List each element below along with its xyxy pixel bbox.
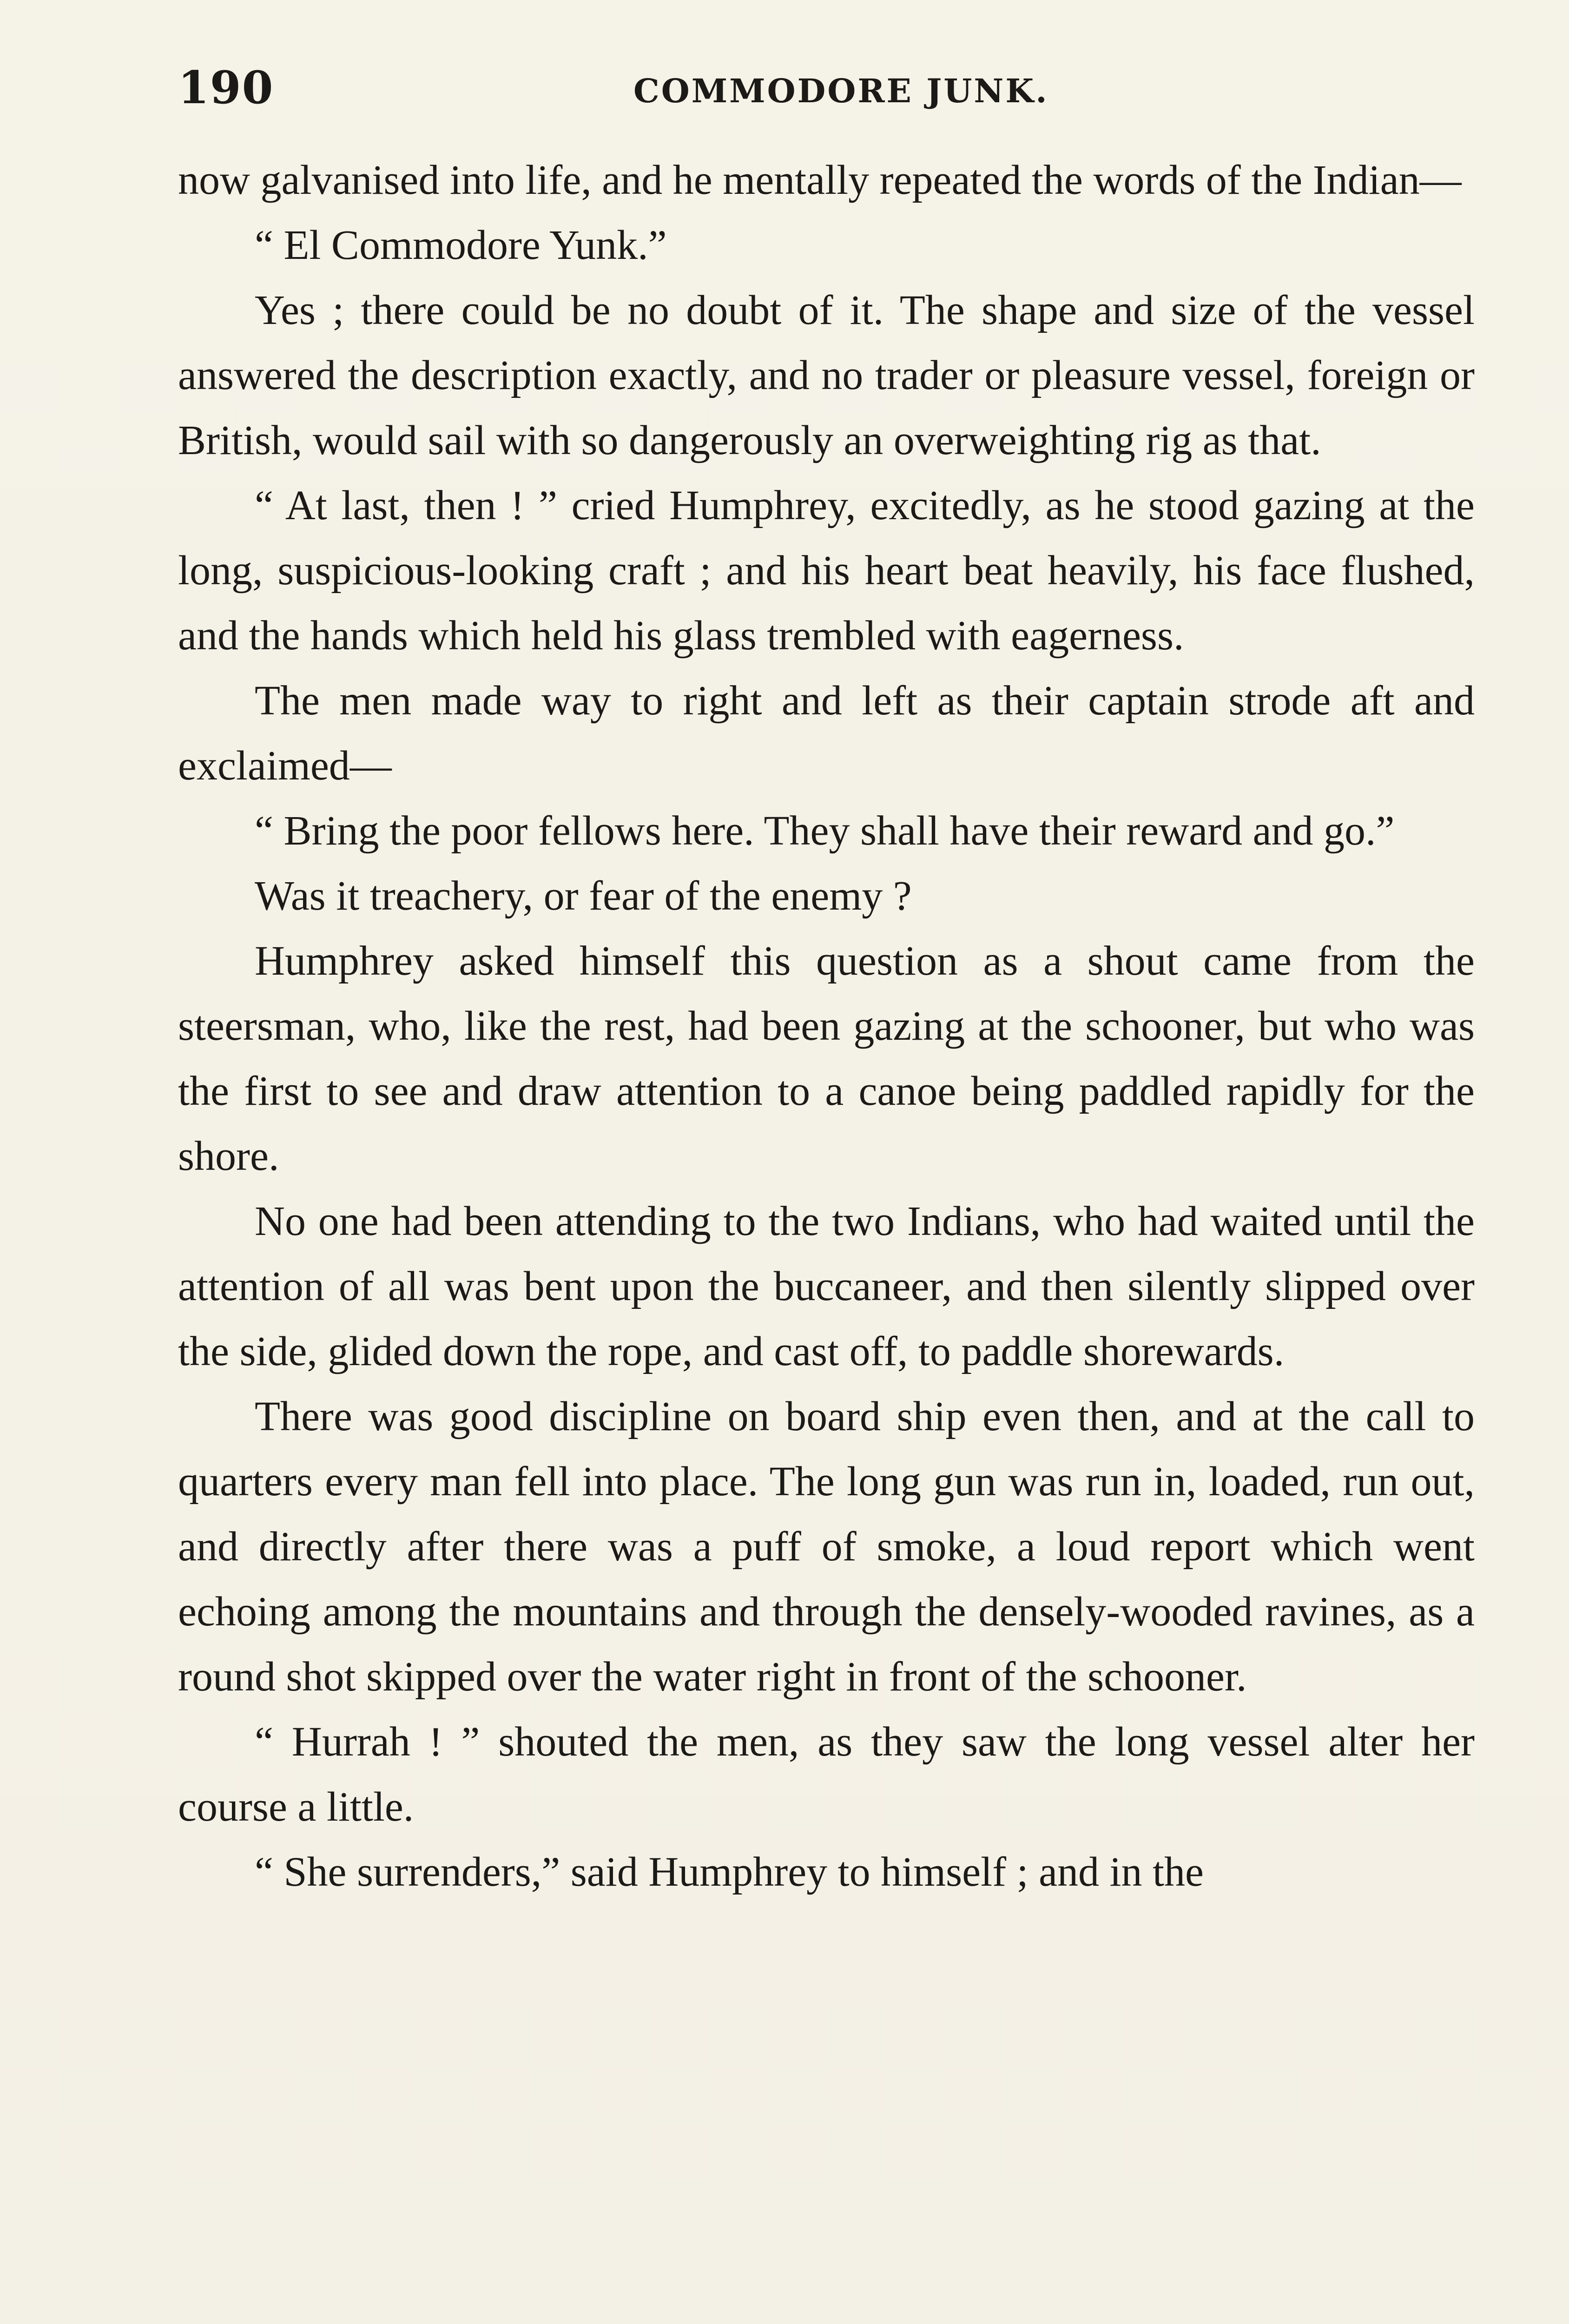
paragraph-steersman-shout: Humphrey asked himself this question as a shout came from the steersman, who, like the rest, had been gazing at the schooner, but who was the first to see and draw attention to a canoe being paddled rapidly for the shore.: [178, 938, 1475, 1179]
paragraph-vessel-description: Yes ; there could be no doubt of it. The shape and size of the vessel answered the description exactly, and no trader or pleasure vessel, foreign or British, would sail with so dangerously an overweighting rig as that.: [178, 287, 1475, 463]
paragraph-she-surrenders: “ She surrenders,” said Humphrey to himself ; and in the: [255, 1849, 1204, 1895]
paragraph-treachery: Was it treachery, or fear of the enemy ?: [255, 873, 912, 919]
body-text: [178, 148, 1475, 1905]
paragraph-indians-escape: No one had been attending to the two Indians, who had waited until the attention of all was bent upon the buccaneer, and then silently slipped over the side, glided down the rope, and cast off, to paddle shorewards.: [178, 1198, 1475, 1374]
page-number: 190: [178, 61, 274, 114]
running-title: COMMODORE JUNK.: [633, 72, 1049, 110]
running-head: [178, 61, 1475, 117]
paragraph-bring-fellows: “ Bring the poor fellows here. They shall have their reward and go.”: [255, 808, 1395, 854]
paragraph-men-made-way: The men made way to right and left as their captain strode aft and exclaimed—: [178, 678, 1475, 789]
paragraph-discipline: There was good discipline on board ship even then, and at the call to quarters every man fell into place. The long gun was run in, loaded, run out, and directly after there was a puff of smoke, a loud report which went echoing among the mountains and through the densely-wooded ravines, as a round shot skipped over the water right in front of the schooner.: [178, 1393, 1475, 1700]
paragraph-continuation: now galvanised into life, and he mentally repeated the words of the Indian—: [178, 157, 1462, 203]
paragraph-at-last: “ At last, then ! ” cried Humphrey, excitedly, as he stood gazing at the long, suspicious-looking craft ; and his heart beat heavily, his face flushed, and the hands which held his glass trembled with eagerness.: [178, 482, 1475, 659]
paragraph-hurrah: “ Hurrah ! ” shouted the men, as they saw the long vessel alter her course a little.: [178, 1719, 1475, 1830]
paragraph-quote-commodore: “ El Commodore Yunk.”: [255, 222, 667, 268]
